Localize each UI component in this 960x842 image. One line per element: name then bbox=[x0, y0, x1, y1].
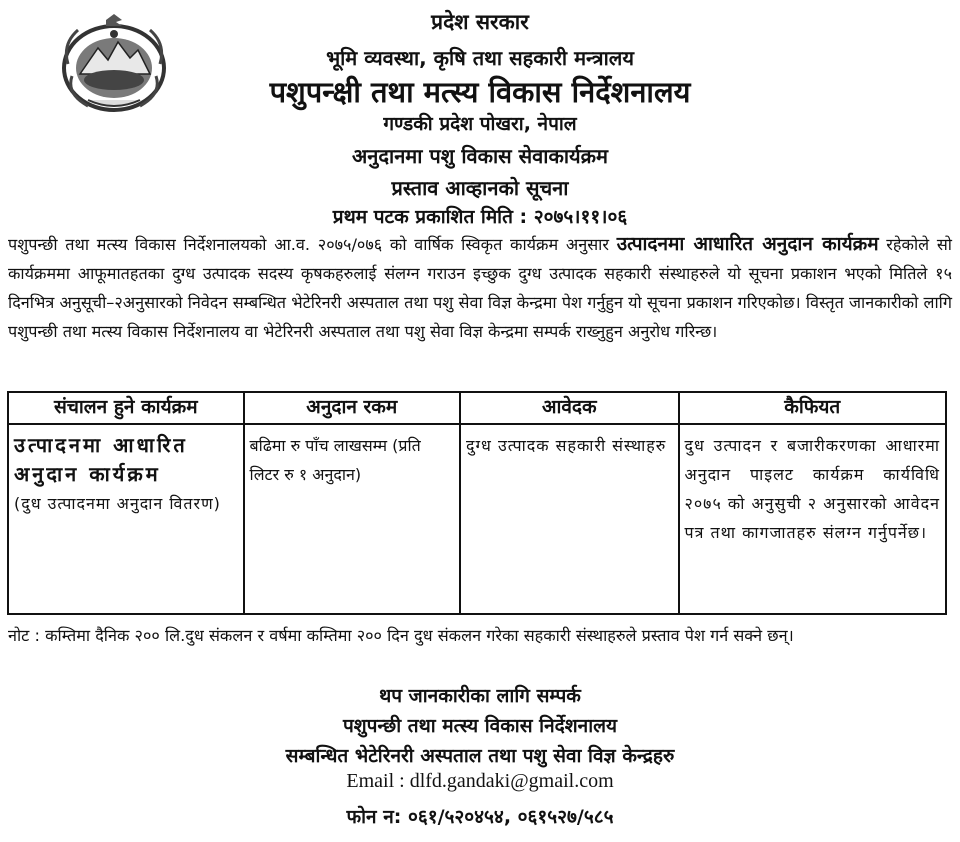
table-row bbox=[8, 424, 946, 614]
note: नोट : कम्तिमा दैनिक २०० लि.दुध संकलन र वर्षमा कम्तिमा २०० दिन दुध संकलन गरेका सहकारी संस्थाहरुले प्रस्ताव पेश गर्न सक्ने छन्। bbox=[8, 626, 794, 645]
contact-directorate: पशुपन्छी तथा मत्स्य विकास निर्देशनालय bbox=[342, 715, 618, 737]
table-header-row bbox=[8, 392, 946, 424]
notice-title: प्रस्ताव आव्हानको सूचना bbox=[391, 176, 569, 200]
program-subtitle: (दुध उत्पादनमा अनुदान वितरण) bbox=[14, 494, 221, 513]
notice-body-part1: पशुपन्छी तथा मत्स्य विकास निर्देशनालयको आ.व. २०७५/०७६ को वार्षिक स्विकृत कार्यक्रम अनुसार bbox=[8, 235, 617, 254]
header-program: संचालन हुने कार्यक्रम bbox=[8, 392, 244, 424]
program-title: उत्पादनमा आधारित अनुदान कार्यक्रम bbox=[14, 433, 188, 486]
location: गण्डकी प्रदेश पोखरा, नेपाल bbox=[383, 113, 577, 135]
header-amount: अनुदान रकम bbox=[244, 392, 460, 424]
publish-date: प्रथम पटक प्रकाशित मिति : २०७५।११।०६ bbox=[332, 206, 628, 228]
notice-body-part2: रहेकोले सो कार्यक्रममा आफूमातहतका दुग्ध उत्पादक सदस्य कृषकहरुलाई संलग्न गराउन इच्छुक दुग्ध उत्पादक सहकारी संस्थाहरुले यो सूचना प्रकाशन भएको मितिले १५ दिनभित्र अनुसूची–२अनुसारको निवेदन सम्बन्धित भेटेरिनरी अस्पताल तथा पशु सेवा विज्ञ केन्द्रमा पेश गर्नुहुन यो सूचना प्रकाशन गरिएकोछ। विस्तृत जानकारीको लागि पशुपन्छी तथा मत्स्य विकास निर्देशनालय वा भेटेरिनरी अस्पताल तथा पशु सेवा विज्ञ केन्द्रमा सम्पर्क राख्नुहुन अनुरोध गरिन्छ। bbox=[8, 235, 952, 341]
header-remarks: कैफियत bbox=[679, 392, 946, 424]
contact-heading: थप जानकारीका लागि सम्पर्क bbox=[379, 685, 581, 707]
cell-applicant: दुग्ध उत्पादक सहकारी संस्थाहरु bbox=[460, 424, 678, 614]
directorate-name: पशुपन्क्षी तथा मत्स्य विकास निर्देशनालय bbox=[269, 75, 691, 109]
cell-remarks: दुध उत्पादन र बजारीकरणका आधारमा अनुदान पाइलट कार्यक्रम कार्यविधि २०७५ को अनुसुची २ अनुसारको आवेदन पत्र तथा कागजातहरु संलग्न गर्नुपर्नेछ। bbox=[679, 424, 946, 614]
program-name: अनुदानमा पशु विकास सेवाकार्यक्रम bbox=[352, 144, 608, 168]
contact-email: Email : dlfd.gandaki@gmail.com bbox=[346, 770, 614, 792]
contact-hospitals: सम्बन्धित भेटेरिनरी अस्पताल तथा पशु सेवा विज्ञ केन्द्रहरु bbox=[285, 745, 675, 767]
contact-phone: फोन न: ०६१/५२०४५४, ०६१५२७/५८५ bbox=[346, 806, 614, 828]
cell-program bbox=[8, 424, 244, 614]
cell-amount: बढिमा रु पाँच लाखसम्म (प्रति लिटर रु १ अनुदान) bbox=[244, 424, 460, 614]
ministry-name: भूमि व्यवस्था, कृषि तथा सहकारी मन्त्रालय bbox=[326, 46, 634, 70]
notice-body-bold: उत्पादनमा आधारित अनुदान कार्यक्रम bbox=[616, 233, 879, 255]
government-title: प्रदेश सरकार bbox=[431, 10, 529, 34]
header-applicant: आवेदक bbox=[460, 392, 678, 424]
notice-body bbox=[8, 230, 952, 346]
grant-table bbox=[7, 391, 947, 615]
